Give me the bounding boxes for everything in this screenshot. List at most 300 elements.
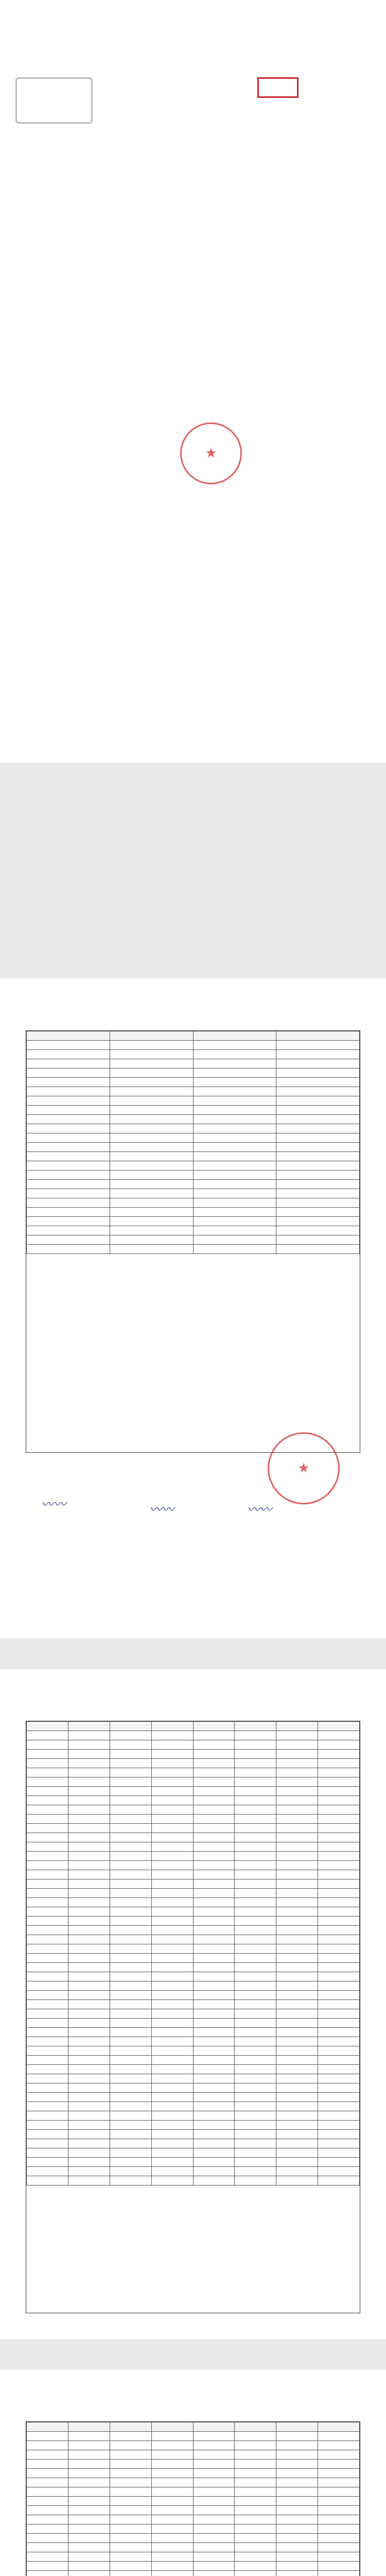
table-cell xyxy=(276,1115,360,1124)
table-row xyxy=(27,1954,360,1963)
table-cell xyxy=(235,2158,276,2167)
table-row xyxy=(27,2543,360,2552)
table-cell xyxy=(235,2083,276,2093)
table-cell xyxy=(110,1815,151,1824)
table-row xyxy=(27,2148,360,2158)
table-cell xyxy=(193,2093,235,2102)
table-cell xyxy=(318,2524,360,2534)
table-cell xyxy=(318,2534,360,2543)
table-row xyxy=(27,2524,360,2534)
table-cell xyxy=(193,1907,235,1917)
table-cell xyxy=(110,2000,151,2009)
table-cell xyxy=(110,2037,151,2046)
table-cell xyxy=(276,2524,318,2534)
table-cell xyxy=(151,2515,193,2524)
table-cell xyxy=(193,1787,235,1796)
table-cell xyxy=(110,2478,151,2487)
table-cell xyxy=(151,1963,193,1972)
table-cell xyxy=(193,1833,235,1842)
table-cell xyxy=(110,1861,151,1870)
table-cell xyxy=(68,1731,110,1740)
table-cell xyxy=(318,2121,360,2130)
table-cell xyxy=(235,1833,276,1842)
table-cell xyxy=(318,2497,360,2506)
table-row xyxy=(27,1935,360,1944)
table-cell xyxy=(193,1087,276,1096)
table-cell xyxy=(318,1879,360,1889)
table-cell xyxy=(27,1096,110,1106)
table-cell xyxy=(27,2515,68,2524)
table-cell xyxy=(27,1935,68,1944)
table-cell xyxy=(151,1898,193,1907)
table-cell xyxy=(151,2019,193,2028)
table-cell xyxy=(193,1069,276,1078)
table-cell xyxy=(68,2450,110,2460)
table-cell xyxy=(68,2139,110,2148)
table-cell xyxy=(235,2571,276,2576)
table-cell xyxy=(318,2441,360,2450)
table-cell xyxy=(110,2460,151,2469)
table-cell xyxy=(151,2000,193,2009)
table-cell xyxy=(193,2450,235,2460)
table-cell xyxy=(151,2552,193,2562)
table-cell xyxy=(151,2432,193,2441)
table-cell xyxy=(318,1815,360,1824)
table-cell xyxy=(193,1963,235,1972)
table-cell xyxy=(193,1078,276,1087)
table-cell xyxy=(318,2028,360,2037)
table-cell xyxy=(276,2506,318,2515)
table-cell xyxy=(193,1235,276,1245)
table-cell xyxy=(276,2167,318,2176)
table-cell xyxy=(27,1226,110,1235)
table-cell xyxy=(276,2571,318,2576)
table-cell xyxy=(193,2158,235,2167)
table-cell xyxy=(235,1852,276,1861)
table-cell xyxy=(193,2534,235,2543)
table-cell xyxy=(68,1917,110,1926)
table-cell xyxy=(27,2065,68,2074)
table-row xyxy=(27,1096,360,1106)
table-cell xyxy=(68,1842,110,1852)
table-cell xyxy=(235,2441,276,2450)
table-cell xyxy=(27,1078,110,1087)
table-cell xyxy=(235,1907,276,1917)
table-cell xyxy=(193,1041,276,1050)
table-cell xyxy=(68,1805,110,1815)
table-cell xyxy=(276,1041,360,1050)
table-cell xyxy=(68,2121,110,2130)
table-cell xyxy=(110,2028,151,2037)
summary-table-grid xyxy=(26,1031,360,1254)
table-cell xyxy=(110,1833,151,1842)
table-cell xyxy=(276,1171,360,1180)
table-row xyxy=(27,1115,360,1124)
table-cell xyxy=(68,2176,110,2185)
table-cell xyxy=(276,1722,318,1731)
table-cell xyxy=(110,2167,151,2176)
table-cell xyxy=(68,1991,110,2000)
table-cell xyxy=(318,2562,360,2571)
table-row xyxy=(27,1926,360,1935)
table-row xyxy=(27,1796,360,1805)
table-cell xyxy=(110,1087,193,1096)
table-cell xyxy=(193,1722,235,1731)
table-cell xyxy=(276,1805,318,1815)
table-cell xyxy=(276,2056,318,2065)
table-cell xyxy=(151,1777,193,1787)
table-cell xyxy=(27,2111,68,2121)
table-cell xyxy=(27,1235,110,1245)
table-cell xyxy=(151,2450,193,2460)
table-cell xyxy=(27,1143,110,1152)
table-cell xyxy=(151,1944,193,1954)
table-cell xyxy=(110,1926,151,1935)
table-cell xyxy=(68,2552,110,2562)
table-cell xyxy=(27,1805,68,1815)
table-cell xyxy=(27,1768,68,1777)
table-cell xyxy=(110,2534,151,2543)
table-cell xyxy=(235,2422,276,2432)
table-cell xyxy=(27,2432,68,2441)
table-cell xyxy=(276,2497,318,2506)
table-cell xyxy=(151,1926,193,1935)
table-row xyxy=(27,1059,360,1069)
table-cell xyxy=(151,2093,193,2102)
table-cell xyxy=(318,1842,360,1852)
table-row xyxy=(27,1050,360,1059)
table-row xyxy=(27,2450,360,2460)
table-cell xyxy=(151,1889,193,1898)
handwritten-signature: 〰〰 xyxy=(247,1502,272,1517)
table-cell xyxy=(193,1152,276,1161)
table-cell xyxy=(27,1189,110,1198)
table-cell xyxy=(110,1069,193,1078)
table-cell xyxy=(318,1944,360,1954)
table-cell xyxy=(151,1879,193,1889)
table-cell xyxy=(193,2019,235,2028)
table-cell xyxy=(235,2176,276,2185)
table-row xyxy=(27,1041,360,1050)
table-cell xyxy=(276,2487,318,2497)
table-cell xyxy=(110,1096,193,1106)
summary-table xyxy=(26,1030,360,1453)
table-cell xyxy=(151,2469,193,2478)
table-cell xyxy=(235,1889,276,1898)
table-cell xyxy=(276,1059,360,1069)
table-cell xyxy=(151,2534,193,2543)
table-cell xyxy=(110,1226,193,1235)
table-cell xyxy=(193,1917,235,1926)
table-cell xyxy=(27,2167,68,2176)
table-cell xyxy=(151,2167,193,2176)
table-row xyxy=(27,1161,360,1171)
table-cell xyxy=(27,1069,110,1078)
table-cell xyxy=(318,1926,360,1935)
table-row xyxy=(27,2158,360,2167)
table-cell xyxy=(235,2167,276,2176)
table-cell xyxy=(110,2065,151,2074)
table-cell xyxy=(27,1087,110,1096)
table-cell xyxy=(68,2037,110,2046)
table-cell xyxy=(193,2167,235,2176)
table-cell xyxy=(68,2000,110,2009)
table-cell xyxy=(110,1750,151,1759)
table-cell xyxy=(193,1750,235,1759)
table-cell xyxy=(151,2158,193,2167)
table-cell xyxy=(68,1722,110,1731)
table-cell xyxy=(110,1740,151,1750)
table-cell xyxy=(276,1198,360,1208)
table-cell xyxy=(68,2515,110,2524)
results-sheet xyxy=(21,1669,365,2339)
table-cell xyxy=(193,1106,276,1115)
table-cell xyxy=(235,2148,276,2158)
table-cell xyxy=(193,1050,276,1059)
table-row xyxy=(27,1852,360,1861)
table-cell xyxy=(110,1991,151,2000)
table-cell xyxy=(27,1879,68,1889)
table-cell xyxy=(318,2093,360,2102)
table-cell xyxy=(276,1133,360,1143)
table-cell xyxy=(27,1981,68,1991)
table-cell xyxy=(68,1870,110,1879)
table-cell xyxy=(276,2093,318,2102)
table-cell xyxy=(235,2009,276,2019)
table-cell xyxy=(276,2176,318,2185)
table-cell xyxy=(68,2019,110,2028)
table-cell xyxy=(193,2552,235,2562)
table-row xyxy=(27,1087,360,1096)
table-cell xyxy=(235,2460,276,2469)
table-cell xyxy=(193,2000,235,2009)
table-cell xyxy=(68,1777,110,1787)
table-cell xyxy=(68,2432,110,2441)
table-cell xyxy=(27,1852,68,1861)
notice-list xyxy=(46,582,335,595)
table-row xyxy=(27,1217,360,1226)
table-cell xyxy=(27,1245,110,1254)
table-cell xyxy=(68,2102,110,2111)
table-cell xyxy=(318,1722,360,1731)
table-cell xyxy=(110,1235,193,1245)
table-cell xyxy=(235,1991,276,2000)
table-row xyxy=(27,1106,360,1115)
table-cell xyxy=(193,1870,235,1879)
table-cell xyxy=(193,2130,235,2139)
table-cell xyxy=(193,2037,235,2046)
table-cell xyxy=(193,1180,276,1189)
table-cell xyxy=(276,2460,318,2469)
table-row xyxy=(27,1133,360,1143)
table-cell xyxy=(27,1031,110,1041)
table-cell xyxy=(276,1963,318,1972)
table-cell xyxy=(68,2148,110,2158)
table-cell xyxy=(110,1161,193,1171)
table-cell xyxy=(318,2046,360,2056)
table-cell xyxy=(276,1861,318,1870)
report-cover xyxy=(0,0,386,762)
table-cell xyxy=(276,2478,318,2487)
table-cell xyxy=(193,2506,235,2515)
table-cell xyxy=(318,2102,360,2111)
table-cell xyxy=(193,2515,235,2524)
results-table-grid xyxy=(26,2422,360,2576)
table-cell xyxy=(276,1226,360,1235)
table-cell xyxy=(276,1917,318,1926)
table-cell xyxy=(276,2037,318,2046)
table-cell xyxy=(276,1787,318,1796)
table-row xyxy=(27,2056,360,2065)
table-cell xyxy=(235,1972,276,1981)
table-cell xyxy=(68,2506,110,2515)
table-cell xyxy=(235,2543,276,2552)
table-cell xyxy=(276,2000,318,2009)
table-cell xyxy=(276,1106,360,1115)
table-cell xyxy=(276,2441,318,2450)
table-cell xyxy=(276,2158,318,2167)
table-cell xyxy=(110,2093,151,2102)
table-cell xyxy=(235,1731,276,1740)
table-cell xyxy=(110,2074,151,2083)
table-cell xyxy=(235,1768,276,1777)
table-cell xyxy=(276,1907,318,1917)
table-cell xyxy=(27,2000,68,2009)
table-cell xyxy=(151,2497,193,2506)
table-cell xyxy=(27,2469,68,2478)
table-cell xyxy=(318,1935,360,1944)
table-cell xyxy=(27,1833,68,1842)
table-cell xyxy=(276,1750,318,1759)
table-cell xyxy=(235,1944,276,1954)
table-cell xyxy=(276,1208,360,1217)
table-cell xyxy=(235,1815,276,1824)
table-cell xyxy=(27,2441,68,2450)
table-cell xyxy=(151,1796,193,1805)
table-cell xyxy=(151,2028,193,2037)
table-cell xyxy=(235,1805,276,1815)
table-cell xyxy=(276,2130,318,2139)
table-cell xyxy=(151,2543,193,2552)
table-cell xyxy=(318,2506,360,2515)
table-cell xyxy=(193,2524,235,2534)
table-cell xyxy=(193,1777,235,1787)
table-cell xyxy=(110,1852,151,1861)
table-cell xyxy=(151,1852,193,1861)
table-cell xyxy=(193,2009,235,2019)
table-cell xyxy=(318,1740,360,1750)
table-cell xyxy=(27,2497,68,2506)
table-cell xyxy=(27,2102,68,2111)
table-row xyxy=(27,1759,360,1768)
table-cell xyxy=(276,1078,360,1087)
table-cell xyxy=(193,1879,235,1889)
table-cell xyxy=(193,1198,276,1208)
table-row xyxy=(27,2571,360,2576)
table-row xyxy=(27,1842,360,1852)
table-cell xyxy=(68,2167,110,2176)
table-cell xyxy=(27,2009,68,2019)
table-cell xyxy=(27,1208,110,1217)
table-cell xyxy=(110,1208,193,1217)
table-cell xyxy=(68,2093,110,2102)
table-cell xyxy=(110,2515,151,2524)
table-row xyxy=(27,2515,360,2524)
table-cell xyxy=(235,2037,276,2046)
table-cell xyxy=(235,2074,276,2083)
table-cell xyxy=(235,2506,276,2515)
table-row xyxy=(27,1972,360,1981)
table-cell xyxy=(151,1750,193,1759)
table-cell xyxy=(193,1991,235,2000)
table-cell xyxy=(151,2065,193,2074)
table-cell xyxy=(193,1861,235,1870)
table-cell xyxy=(110,1963,151,1972)
table-row xyxy=(27,1981,360,1991)
table-cell xyxy=(110,2158,151,2167)
table-cell xyxy=(151,2506,193,2515)
table-cell xyxy=(68,2111,110,2121)
table-cell xyxy=(110,1189,193,1198)
table-cell xyxy=(110,1041,193,1050)
table-cell xyxy=(27,1898,68,1907)
table-row xyxy=(27,2478,360,2487)
table-cell xyxy=(68,2422,110,2432)
table-cell xyxy=(193,1796,235,1805)
table-cell xyxy=(110,2571,151,2576)
table-cell xyxy=(110,1143,193,1152)
table-cell xyxy=(276,2074,318,2083)
table-cell xyxy=(235,2515,276,2524)
table-cell xyxy=(68,1852,110,1861)
table-cell xyxy=(110,1824,151,1833)
table-cell xyxy=(68,1759,110,1768)
table-cell xyxy=(318,1861,360,1870)
table-row xyxy=(27,1898,360,1907)
table-cell xyxy=(276,2009,318,2019)
handwritten-signature: 〰〰 xyxy=(149,1502,174,1517)
table-cell xyxy=(110,1842,151,1852)
table-cell xyxy=(235,1750,276,1759)
table-cell xyxy=(193,2441,235,2450)
table-cell xyxy=(193,1245,276,1254)
table-cell xyxy=(151,2487,193,2497)
table-row xyxy=(27,2121,360,2130)
table-cell xyxy=(193,2432,235,2441)
table-cell xyxy=(193,1226,276,1235)
table-row xyxy=(27,2176,360,2185)
table-cell xyxy=(110,1917,151,1926)
table-row xyxy=(27,1245,360,1254)
table-cell xyxy=(151,1991,193,2000)
table-cell xyxy=(27,2148,68,2158)
table-cell xyxy=(318,1889,360,1898)
table-row xyxy=(27,1777,360,1787)
table-cell xyxy=(318,2432,360,2441)
table-row xyxy=(27,2019,360,2028)
table-cell xyxy=(276,1161,360,1171)
table-row xyxy=(27,1208,360,1217)
table-cell xyxy=(151,1787,193,1796)
table-cell xyxy=(68,2497,110,2506)
table-cell xyxy=(276,1796,318,1805)
table-cell xyxy=(193,1972,235,1981)
table-cell xyxy=(110,1898,151,1907)
table-cell xyxy=(193,2148,235,2158)
table-cell xyxy=(235,2065,276,2074)
table-cell xyxy=(318,2543,360,2552)
table-cell xyxy=(27,1133,110,1143)
